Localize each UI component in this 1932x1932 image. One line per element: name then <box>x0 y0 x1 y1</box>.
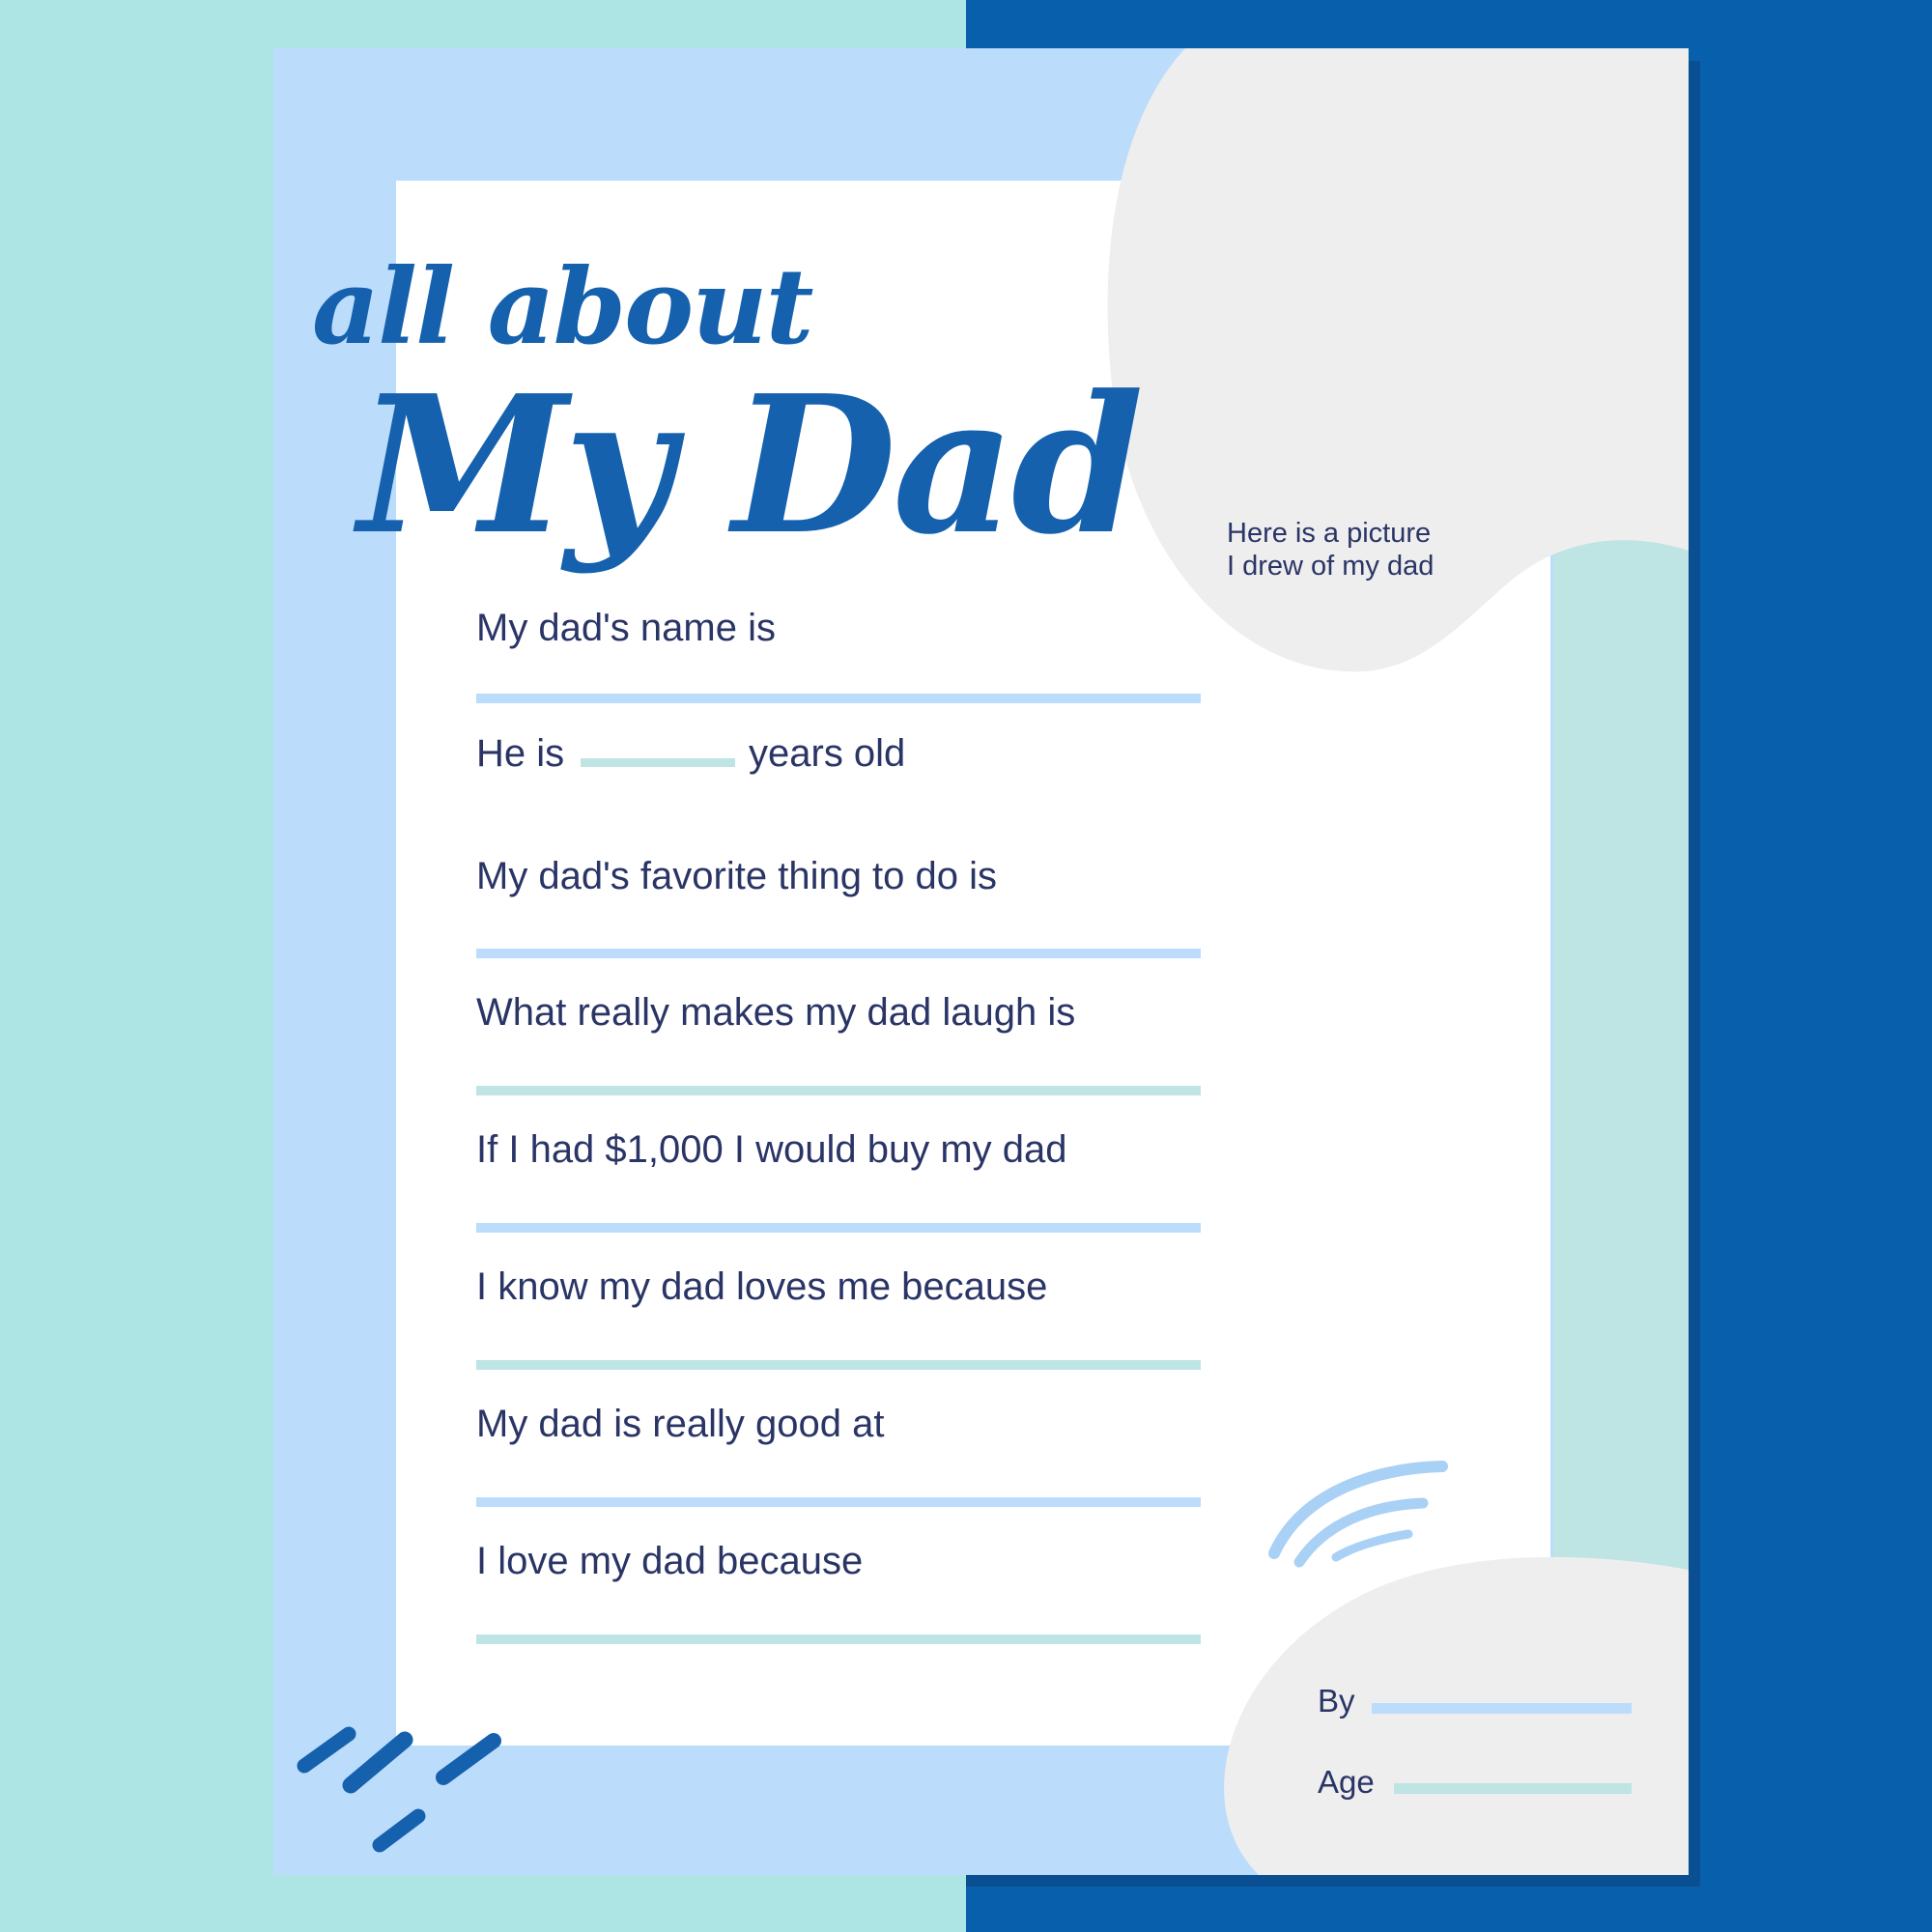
answer-line-buy[interactable] <box>476 1223 1201 1233</box>
caption-line: I drew of my dad <box>1227 551 1435 582</box>
answer-blank-age[interactable] <box>581 758 735 767</box>
prompt-love-because: I love my dad because <box>476 1540 864 1582</box>
answer-line-dad-name[interactable] <box>476 694 1201 703</box>
prompt-dad-name: My dad's name is <box>476 607 776 649</box>
title-line-big: My Dad <box>358 355 1141 577</box>
answer-line-loves-me[interactable] <box>476 1360 1201 1370</box>
sheet-shadow <box>1689 61 1700 1887</box>
page-title <box>312 246 1141 642</box>
prompt-loves-me: I know my dad loves me because <box>476 1265 1048 1308</box>
age-line[interactable] <box>1394 1783 1632 1794</box>
prompt-years-old: years old <box>749 732 906 775</box>
worksheet <box>273 48 1689 1875</box>
prompt-laugh: What really makes my dad laugh is <box>476 991 1076 1034</box>
by-label: By <box>1318 1683 1355 1719</box>
answer-line-favorite-thing[interactable] <box>476 949 1201 958</box>
answer-line-laugh[interactable] <box>476 1086 1201 1095</box>
age-label: Age <box>1318 1764 1375 1800</box>
sheet-shadow <box>966 1875 1700 1887</box>
prompt-buy: If I had $1,000 I would buy my dad <box>476 1128 1067 1171</box>
answer-line-love-because[interactable] <box>476 1634 1201 1644</box>
answer-line-good-at[interactable] <box>476 1497 1201 1507</box>
by-line[interactable] <box>1372 1703 1632 1714</box>
prompt-good-at: My dad is really good at <box>476 1403 885 1445</box>
picture-caption <box>1227 517 1478 582</box>
title-line-small: all about <box>312 246 812 368</box>
prompt-he-is: He is <box>476 732 565 775</box>
caption-line: Here is a picture <box>1227 518 1432 549</box>
prompt-favorite-thing: My dad's favorite thing to do is <box>476 855 998 897</box>
